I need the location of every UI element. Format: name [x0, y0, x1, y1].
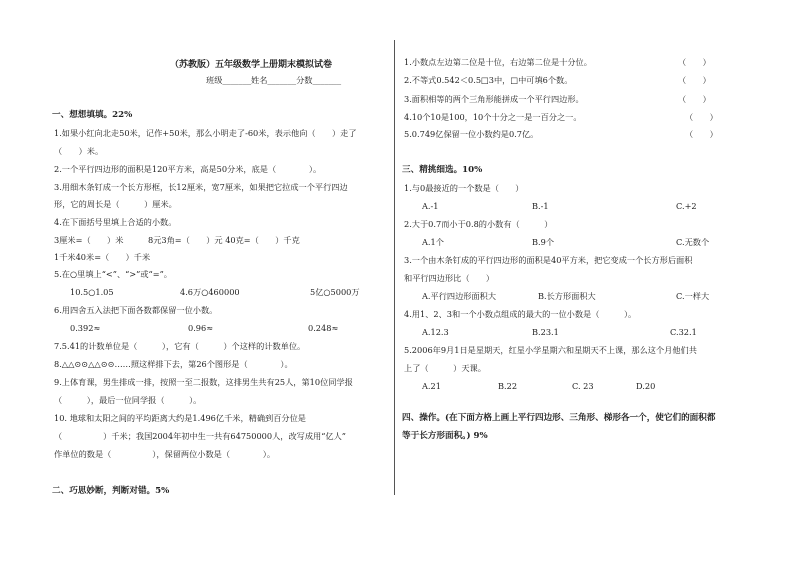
- choice-2-option-c: C.无数个: [676, 237, 710, 247]
- judge-4: 4.10个10是100，10个十分之一是一百分之一。: [404, 112, 582, 122]
- choice-1-option-c: C.+2: [676, 201, 697, 211]
- judge-2-answer-box: （ ）: [678, 75, 711, 85]
- question-7: 7.5.41的计数单位是（ ），它有（ ）个这样的计数单位。: [54, 341, 306, 351]
- choice-3-line-1: 3.一个由木条钉成的平行四边形的面积是40平方米，把它变成一个长方形后面积: [404, 255, 693, 265]
- question-8: 8.△△⊙⊙△△⊙⊙……照这样排下去，第26个图形是（ ）。: [54, 359, 293, 369]
- judge-4-answer-box: （ ）: [685, 112, 718, 122]
- question-6-item-b: 0.96≈: [188, 323, 214, 333]
- choice-5-line-2: 上了（ ）天课。: [404, 363, 486, 373]
- left-column: [48, 0, 388, 561]
- choice-4: 4.用1、2、3和一个小数点组成的最大的一位小数是（ ）。: [404, 309, 637, 319]
- question-1-line-1: 1.如果小红向北走50米，记作+50米，那么小明走了-60米，表示他向（ ）走了: [54, 128, 357, 138]
- choice-5-option-c: C. 23: [572, 381, 594, 391]
- judge-5: 5.0.749亿保留一位小数约是0.7亿。: [404, 129, 539, 139]
- choice-3-option-a: A.平行四边形面积大: [422, 291, 497, 301]
- column-divider: [394, 40, 395, 495]
- choice-2-option-b: B.9个: [532, 237, 555, 247]
- question-2: 2.一个平行四边形的面积是120平方米，高是50分米，底是（ ）。: [54, 164, 322, 174]
- choice-4-option-c: C.32.1: [670, 327, 697, 337]
- choice-1-option-a: A.-1: [422, 201, 439, 211]
- section-1-heading: 一、想想填填。22%: [52, 110, 133, 120]
- choice-3-line-2: 和平行四边形比（ ）: [404, 273, 495, 283]
- choice-5-option-d: D.20: [636, 381, 656, 391]
- judge-1: 1.小数点左边第二位是十位，右边第二位是十分位。: [404, 57, 592, 67]
- choice-4-option-b: B.23.1: [532, 327, 559, 337]
- choice-4-option-a: A.12.3: [422, 327, 449, 337]
- judge-3-answer-box: （ ）: [678, 94, 711, 104]
- question-4: 4.在下面括号里填上合适的小数。: [54, 217, 177, 227]
- question-6-item-c: 0.248≈: [308, 323, 339, 333]
- judge-3: 3.面积相等的两个三角形能拼成一个平行四边形。: [404, 94, 584, 104]
- choice-5-option-a: A.21: [422, 381, 441, 391]
- choice-3-option-c: C.一样大: [676, 291, 710, 301]
- choice-2: 2.大于0.7而小于0.8的小数有（ ）: [404, 219, 553, 229]
- choice-2-option-a: A.1个: [422, 237, 444, 247]
- section-3-heading: 三、精挑细选。10%: [402, 165, 483, 175]
- question-9-line-1: 9.上体育课，男生排成一排，按照一至二报数，这排男生共有25人，第10位同学报: [54, 377, 353, 387]
- judge-5-answer-box: （ ）: [685, 129, 718, 139]
- question-5-item-b: 4.6万○460000: [180, 287, 240, 297]
- question-10-line-2: （ ）千米；我国2004年初中生一共有64750000人，改写成用“亿人”: [54, 431, 346, 441]
- question-5: 5.在○里填上“<”、“>”或“=”。: [54, 269, 172, 279]
- question-4-item-1: 3厘米=（ ）米: [54, 235, 124, 245]
- right-column: [400, 0, 745, 561]
- judge-1-answer-box: （ ）: [678, 57, 711, 67]
- question-1-line-2: （ ）米。: [54, 146, 104, 156]
- question-10-line-1: 10. 地球和太阳之间的平均距离大约是1.496亿千米，精确到百分位是: [54, 413, 306, 423]
- question-3-line-1: 3.用细木条钉成一个长方形框，长12厘米，宽7厘米，如果把它拉成一个平行四边: [54, 182, 348, 192]
- section-4-heading-line-2: 等于长方形面积。) 9%: [402, 431, 488, 441]
- question-4-item-2: 8元3角=（ ）元 40克=（ ）千克: [148, 235, 300, 245]
- choice-1: 1.与0最接近的一个数是（ ）: [404, 183, 524, 193]
- question-4-item-3: 1千米40米=（ ）千米: [54, 252, 151, 262]
- question-10-line-3: 作单位的数是（ ），保留两位小数是（ ）。: [54, 449, 276, 459]
- question-9-line-2: （ ），最后一位同学报（ ）。: [54, 395, 202, 405]
- choice-5-option-b: B.22: [498, 381, 518, 391]
- question-6-item-a: 0.392≈: [70, 323, 101, 333]
- choice-5-line-1: 5.2006年9月1日是星期天，红星小学星期六和星期天不上课，那么这个月他们共: [404, 345, 697, 355]
- judge-2: 2.不等式0.542＜0.5□3中，□中可填6个数。: [404, 75, 573, 85]
- choice-1-option-b: B.-1: [532, 201, 549, 211]
- question-5-item-a: 10.5○1.05: [70, 287, 114, 297]
- question-5-item-c: 5亿○5000万: [310, 287, 360, 297]
- section-2-heading: 二、巧思妙断，判断对错。5%: [52, 486, 170, 496]
- choice-3-option-b: B.长方形面积大: [538, 291, 596, 301]
- section-4-heading-line-1: 四、操作。(在下面方格上画上平行四边形、三角形、梯形各一个，使它们的面积都: [402, 413, 716, 423]
- page-title: （苏教版）五年级数学上册期末模拟试卷: [170, 60, 333, 70]
- question-3-line-2: 形，它的周长是（ ）厘米。: [54, 199, 177, 209]
- question-6: 6.用四舍五入法把下面各数都保留一位小数。: [54, 305, 218, 315]
- student-info-line: 班级_______姓名_______分数_______: [206, 75, 342, 85]
